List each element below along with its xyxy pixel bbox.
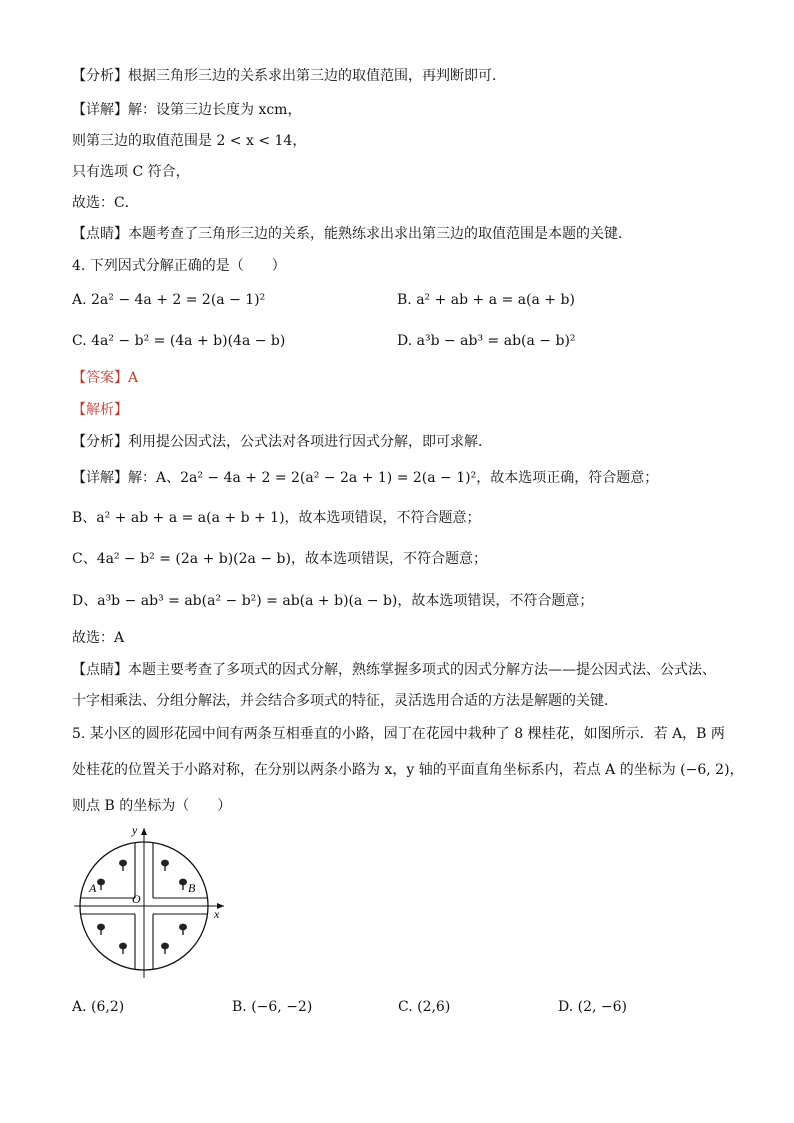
q5-line-1: 5. 某小区的圆形花园中间有两条互相垂直的小路，园丁在花园中栽种了 8 棵桂花，如图所示．若 A，B 两 [72,726,725,742]
q3-answer: 故选：C． [72,195,139,211]
point-b-label: B [188,881,196,895]
q5-option-a: A. (6,2) [72,999,125,1015]
origin-label: O [132,892,141,906]
tree-icon [161,943,169,954]
q4-answer-tag: 【答案】A [72,370,139,386]
q5-option-b: B. (−6, −2) [232,999,313,1015]
q5-line-3: 则点 B 的坐标为（ ） [72,798,232,814]
q4-analysis: 【分析】利用提公因式法，公式法对各项进行因式分解，即可求解． [72,434,492,450]
q4-jiexi-tag: 【解析】 [72,402,128,418]
tree-icon [179,879,187,890]
q4-answer: 故选：A [72,630,125,646]
q4-detail-a: 【详解】解：A、2a² − 4a + 2 = 2(a² − 2a + 1) = 2(a − 1)²，故本选项正确，符合题意； [72,470,659,486]
tree-icon [119,943,127,954]
q5-line-2: 处桂花的位置关于小路对称，在分别以两条小路为 x，y 轴的平面直角坐标系内，若点 A 的坐标为 (−6, 2)， [72,762,744,778]
point-a-label: A [89,881,97,895]
x-axis-label: x [214,907,220,921]
q5-option-d: D. (2, −6) [558,999,627,1015]
q3-only-c: 只有选项 C 符合， [72,164,190,180]
q4-option-c: C. 4a² − b² = (4a + b)(4a − b) [72,333,286,349]
tree-icon [119,860,127,871]
tree-icon [97,924,105,935]
garden-figure [66,820,236,980]
tree-icon [179,924,187,935]
q3-comment: 【点睛】本题考查了三角形三边的关系，能熟练求出求出第三边的取值范围是本题的关键． [72,226,632,242]
garden-diagram [66,820,236,980]
q3-analysis: 【分析】根据三角形三边的关系求出第三边的取值范围，再判断即可． [72,68,506,84]
y-axis-arrow [141,828,147,835]
q4-detail-b: B、a² + ab + a = a(a + b + 1)，故本选项错误，不符合题意； [72,510,481,526]
q4-question: 4. 下列因式分解正确的是（ ） [72,258,286,274]
q4-option-d: D. a³b − ab³ = ab(a − b)² [397,333,576,349]
q4-comment-line-1: 【点睛】本题主要考查了多项式的因式分解，熟练掌握多项式的因式分解方法——提公因式法、公式法、 [72,662,716,678]
y-axis-label: y [132,823,138,837]
tree-icon [161,860,169,871]
q3-detail-intro: 【详解】解：设第三边长度为 xcm， [72,102,302,118]
q4-option-b: B. a² + ab + a = a(a + b) [397,292,575,308]
q5-option-c: C. (2,6) [398,999,451,1015]
q4-option-a: A. 2a² − 4a + 2 = 2(a − 1)² [72,292,266,308]
q3-range: 则第三边的取值范围是 2 < x < 14， [72,133,307,149]
q4-detail-d: D、a³b − ab³ = ab(a² − b²) = ab(a + b)(a − b)，故本选项错误，不符合题意； [72,593,594,609]
q4-detail-c: C、4a² − b² = (2a + b)(2a − b)，故本选项错误，不符合题意； [72,551,487,567]
tree-icon [97,879,105,890]
q4-comment-line-2: 十字相乘法、分组分解法，并会结合多项式的特征，灵活选用合适的方法是解题的关键． [72,693,618,709]
